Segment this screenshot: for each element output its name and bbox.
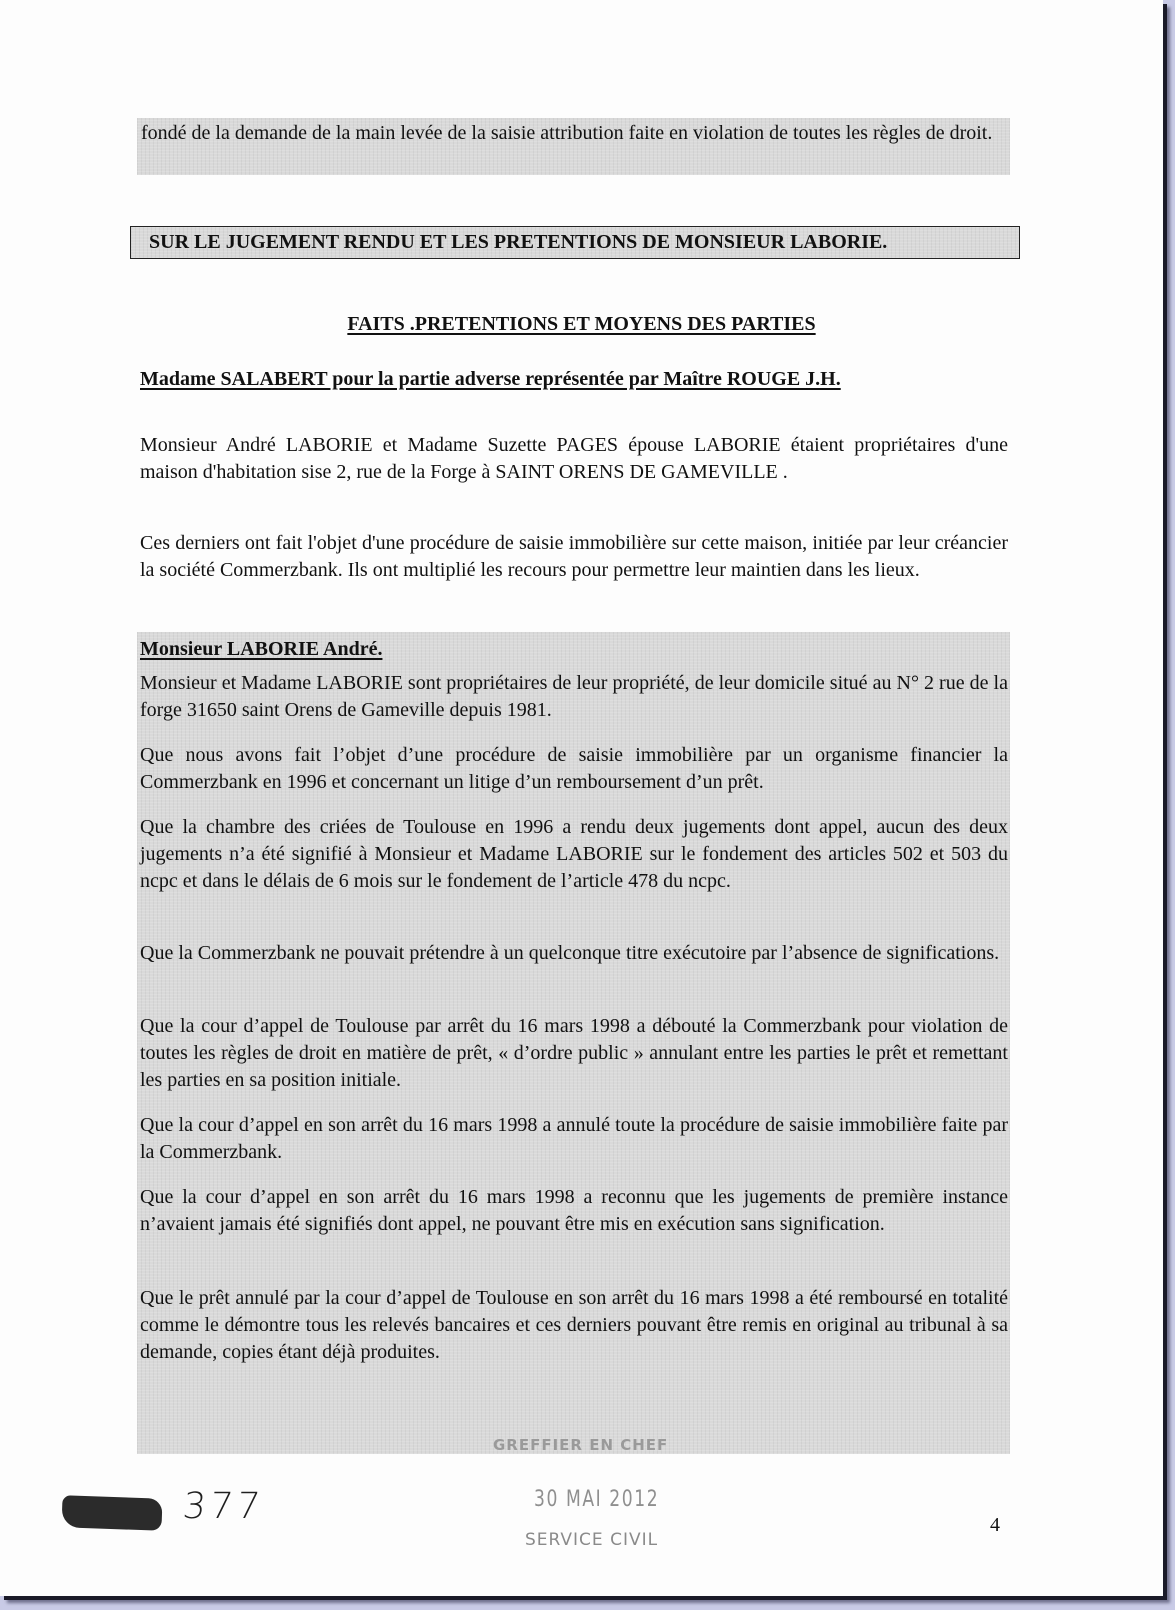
- laborie-paragraph: Monsieur et Madame LABORIE sont propriétaires de leur propriété, de leur domicile situé au N° 2 rue de la forge 31650 saint Orens de Gameville depuis 1981.: [140, 672, 1008, 721]
- greffier-stamp: GREFFIER EN CHEF: [493, 1436, 669, 1454]
- party-paragraph: Monsieur André LABORIE et Madame Suzette PAGES épouse LABORIE étaient propriétaires d'une maison d'habitation sise 2, rue de la Forge à SAINT ORENS DE GAMEVILLE .: [140, 434, 1008, 483]
- date-stamp: 30 MAI 2012: [534, 1487, 660, 1512]
- intro-highlight-block: [137, 118, 1010, 175]
- redaction-blot: [61, 1495, 162, 1530]
- page-number: 4: [990, 1514, 1000, 1536]
- laborie-paragraph: Que le prêt annulé par la cour d’appel de Toulouse en son arrêt du 16 mars 1998 a été remboursé en totalité comme le démontre tous les relevés bancaires et ces derniers pouvant être remis en original au tribunal à sa demande, copies étant déjà produites.: [140, 1287, 1008, 1363]
- section-title: SUR LE JUGEMENT RENDU ET LES PRETENTIONS DE MONSIEUR LABORIE.: [149, 231, 888, 253]
- intro-paragraph: fondé de la demande de la main levée de la saisie attribution faite en violation de toutes les règles de droit.: [141, 122, 993, 144]
- laborie-paragraph: Que la Commerzbank ne pouvait prétendre à un quelconque titre exécutoire par l’absence de significations.: [140, 942, 1000, 964]
- handwritten-page-number: 377: [180, 1486, 266, 1527]
- laborie-paragraph: Que nous avons fait l’objet d’une procédure de saisie immobilière par un organisme financier la Commerzbank en 1996 et concernant un litige d’un remboursement d’un prêt.: [140, 744, 1008, 793]
- subheading-text: FAITS .PRETENTIONS ET MOYENS DES PARTIES: [347, 313, 816, 335]
- laborie-highlight-block: [137, 632, 1010, 1454]
- laborie-paragraph: Que la cour d’appel en son arrêt du 16 mars 1998 a reconnu que les jugements de première instance n’avaient jamais été signifiés dont appel, ne pouvant être mis en exécution sans signification.: [140, 1186, 1008, 1235]
- laborie-paragraph: Que la chambre des criées de Toulouse en 1996 a rendu deux jugements dont appel, aucun des deux jugements n’a été signifié à Monsieur et Madame LABORIE sur le fondement des articles 502 et 503 du ncpc et dans le délais de 6 mois sur le fondement de l’article 478 du ncpc.: [140, 816, 1008, 892]
- party-paragraph: Ces derniers ont fait l'objet d'une procédure de saisie immobilière sur cette maison, initiée par leur créancier la société Commerzbank. Ils ont multiplié les recours pour permettre leur maintien dans les lieux.: [140, 532, 1008, 581]
- subheading: [0, 311, 1163, 337]
- laborie-paragraph: Que la cour d’appel en son arrêt du 16 mars 1998 a annulé toute la procédure de saisie immobilière faite par la Commerzbank.: [140, 1114, 1008, 1163]
- party-heading: Madame SALABERT pour la partie adverse représentée par Maître ROUGE J.H.: [140, 368, 841, 390]
- service-civil-stamp: SERVICE CIVIL: [525, 1530, 659, 1550]
- section-title-box: [130, 226, 1020, 259]
- laborie-paragraph: Que la cour d’appel de Toulouse par arrêt du 16 mars 1998 a débouté la Commerzbank pour violation de toutes les règles de droit en matière de prêt, « d’ordre public » annulant entre les parties le prêt et remettant les parties en sa position initiale.: [140, 1015, 1008, 1091]
- laborie-heading: Monsieur LABORIE André.: [140, 638, 383, 660]
